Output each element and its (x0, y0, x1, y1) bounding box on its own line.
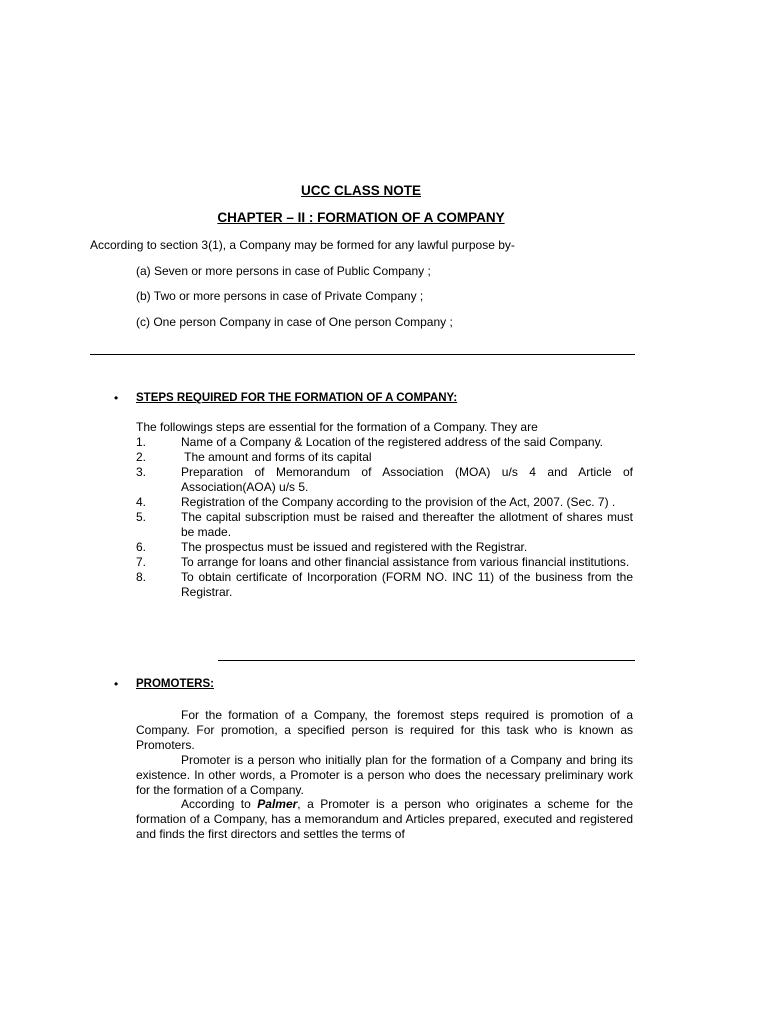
list-item-number: 8. (136, 570, 147, 584)
promoters-paragraph-2 (136, 753, 633, 798)
paragraph-text: According to (181, 797, 258, 811)
list-item (136, 450, 633, 465)
list-item-text: The capital subscription must be raised and thereafter the allotment of shares must be made. (181, 510, 633, 539)
list-item-number: 6. (136, 540, 147, 554)
paragraph-text: Promoter is a person who initially plan for the formation of a Company and bring its existence. In other words, a Promoter is a person who does the necessary preliminary work for the formation of a Company. (136, 753, 633, 797)
list-item-text: Name of a Company & Location of the registered address of the said Company. (181, 435, 604, 449)
list-item (136, 510, 633, 540)
divider-line (218, 660, 635, 661)
list-item-text: To arrange for loans and other financial assistance from various financial institutions. (181, 555, 630, 569)
list-item-text: The amount and forms of its capital (181, 450, 372, 464)
list-item-number: 5. (136, 510, 147, 524)
steps-heading: STEPS REQUIRED FOR THE FORMATION OF A COMPANY: (136, 392, 458, 404)
list-item (136, 570, 633, 600)
list-item-text: To obtain certificate of Incorporation (FORM NO. INC 11) of the business from the Registrar. (181, 570, 633, 599)
intro-text: According to section 3(1), a Company may be formed for any lawful purpose by- (90, 238, 515, 252)
promoters-bullet: • (114, 677, 119, 691)
list-item (136, 555, 633, 570)
list-item (136, 465, 633, 495)
list-item-text: Preparation of Memorandum of Association (MOA) u/s 4 and Article of Association(AOA) u/s 5. (181, 465, 633, 494)
intro-item-a: (a) Seven or more persons in case of Public Company ; (136, 264, 431, 278)
list-item-text: The prospectus must be issued and registered with the Registrar. (181, 540, 528, 554)
list-item-number: 3. (136, 465, 147, 479)
promoters-heading: PROMOTERS: (136, 678, 214, 690)
list-item (136, 435, 633, 450)
steps-list (136, 435, 633, 600)
promoters-paragraph-1 (136, 708, 633, 753)
divider-line (90, 354, 635, 355)
chapter-title: CHAPTER – II : FORMATION OF A COMPANY (217, 210, 505, 225)
paragraph-text: , a Promoter is a person who originates a scheme for the formation of a Company, has a memorandum and Articles prepared, executed and registered and finds the first directors and settles the terms of (136, 797, 633, 841)
list-item (136, 540, 633, 555)
list-item-number: 1. (136, 435, 147, 449)
list-item-number: 7. (136, 555, 147, 569)
document-title: UCC CLASS NOTE (300, 183, 421, 198)
paragraph-text: For the formation of a Company, the foremost steps required is promotion of a Company. For promotion, a specified person is required for this task who is known as Promoters. (136, 708, 633, 752)
steps-lead: The followings steps are essential for the formation of a Company. They are (136, 420, 538, 434)
intro-item-c: (c) One person Company in case of One person Company ; (136, 315, 453, 329)
intro-item-b: (b) Two or more persons in case of Private Company ; (136, 289, 424, 303)
list-item-text: Registration of the Company according to the provision of the Act, 2007. (Sec. 7) . (181, 495, 616, 509)
steps-bullet: • (114, 391, 119, 405)
list-item-number: 4. (136, 495, 147, 509)
emphasized-name: Palmer (257, 797, 298, 811)
list-item (136, 495, 633, 510)
list-item-number: 2. (136, 450, 147, 464)
promoters-paragraph-3 (136, 797, 633, 842)
